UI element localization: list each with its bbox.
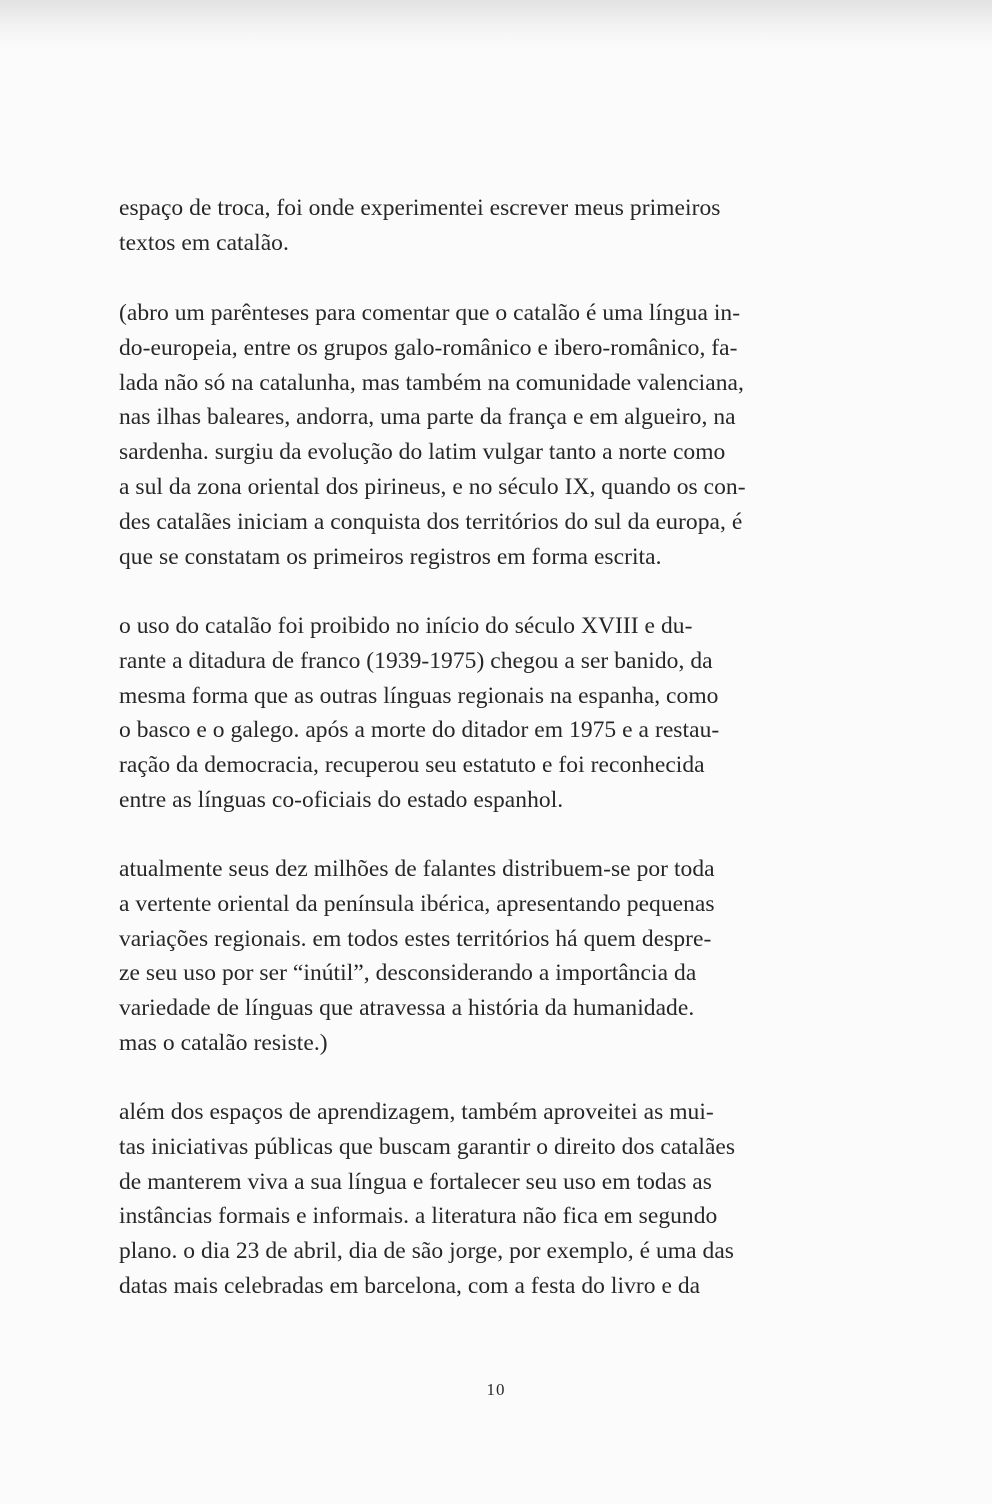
paragraph-5 — [119, 1095, 811, 1304]
page-top-shadow — [0, 0, 992, 48]
paragraph-text: atualmente seus dez milhões de falantes distribuem-se por toda a vertente oriental da península ibérica, apresentando pequenas variações regionais. em todos estes territórios há quem despre- ze seu uso por ser “inútil”, desconsiderando a importância da variedade de línguas que atravessa a história da humanidade. mas o catalão resiste.) — [119, 856, 715, 1056]
paragraph-text: espaço de troca, foi onde experimentei escrever meus primeiros textos em catalão. — [119, 195, 721, 256]
paragraph-text: (abro um parênteses para comentar que o catalão é uma língua in- do-europeia, entre os grupos galo-românico e ibero-românico, fa- lada não só na catalunha, mas também na comunidade valenciana, nas ilhas baleares, andorra, uma parte da frança e em algueiro, na sardenha. surgiu da evolução do latim vulgar tanto a norte como a sul da zona oriental dos pirineus, e no século IX, quando os con- des catalães iniciam a conquista dos territórios do sul da europa, é que se constatam os primeiros registros em forma escrita. — [119, 300, 746, 570]
paragraph-1 — [119, 191, 811, 261]
paragraph-text: além dos espaços de aprendizagem, também aproveitei as mui- tas iniciativas públicas que buscam garantir o direito dos catalães de manterem viva a sua língua e fortalecer seu uso em todas as instâncias formais e informais. a literatura não fica em segundo plano. o dia 23 de abril, dia de são jorge, por exemplo, é uma das datas mais celebradas em barcelona, com a festa do livro e da — [119, 1099, 736, 1299]
paragraph-2 — [119, 296, 811, 574]
page-number: 10 — [486, 1380, 506, 1399]
paragraph-3 — [119, 609, 811, 818]
paragraph-text: o uso do catalão foi proibido no início do século XVIII e du- rante a ditadura de franco (1939-1975) chegou a ser banido, da mesma forma que as outras línguas regionais na espanha, como o basco e o galego. após a morte do ditador em 1975 e a restau- ração da democracia, recuperou seu estatuto e foi reconhecida entre as línguas co-oficiais do estado espanhol. — [119, 613, 720, 813]
paragraph-4 — [119, 852, 811, 1061]
